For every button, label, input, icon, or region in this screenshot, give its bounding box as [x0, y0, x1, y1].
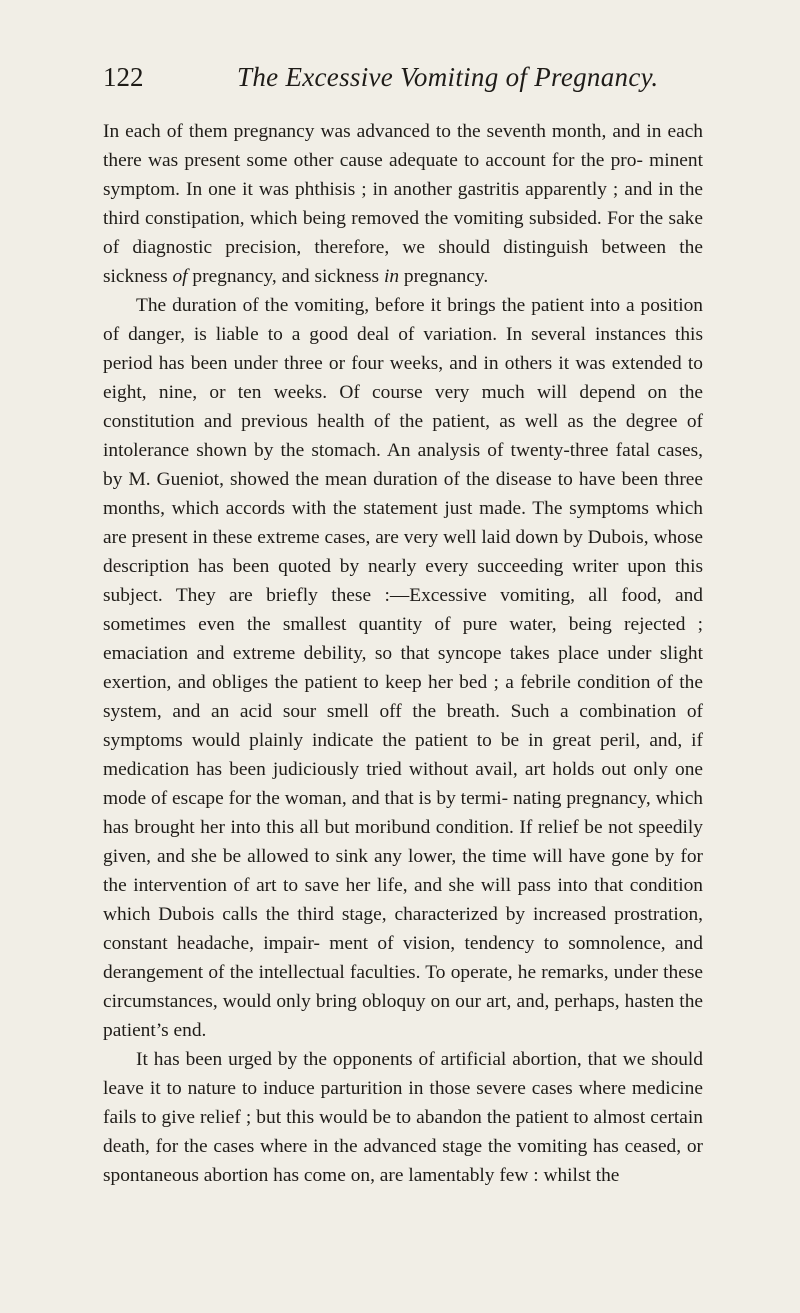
paragraph-2: The duration of the vomiting, before it brings the patient into a position of danger, is liable to a good deal of variation. In several instances this period has been under three or four weeks, and in others it was extended to eight, nine, or ten weeks. Of course very much will depend on the constitution and previous health of the patient, as well as the degree of intolerance shown by the stomach. An analysis of twenty-three fatal cases, by M. Gueniot, showed the mean duration of the disease to have been three months, which accords with the statement just made. The symptoms which are present in these extreme cases, are very well laid down by Dubois, whose description has been quoted by nearly every succeeding writer upon this subject. They are briefly these :—Excessive vomiting, all food, and sometimes even the smallest quantity of pure water, being rejected ; emaciation and extreme debility, so that syncope takes place under slight exertion, and obliges the patient to keep her bed ; a febrile condition of the system, and an acid sour smell off the breath. Such a combination of symptoms would plainly indicate the patient to be in great peril, and, if medication has been judiciously tried without avail, art holds out only one mode of escape for the woman, and that is by termi- nating pregnancy, which has brought her into this all but moribund condition. If relief be not speedily given, and she be allowed to sink any lower, the time will have gone by for the intervention of art to save her life, and she will pass into that condition which Dubois calls the third stage, characterized by increased prostration, constant headache, impair- ment of vision, tendency to somnolence, and derangement of the intellectual faculties. To operate, he remarks, under these circumstances, would only bring obloquy on our art, and, perhaps, hasten the patient’s end.	[103, 295, 703, 1041]
page-number: 122	[103, 62, 144, 92]
paragraph-1: In each of them pregnancy was advanced to the seventh month, and in each there was present some other cause adequate to account for the pro- minent symptom. In one it was phthisis ; in another gastritis apparently ; and in the third constipation, which being removed the vomiting subsided. For the sake of diagnostic precision, therefore, we should distinguish between the sickness of pregnancy, and sickness in pregnancy.	[103, 121, 703, 287]
running-title: The Excessive Vomiting of Pregnancy.	[237, 62, 659, 92]
emphasis-of: of	[172, 266, 188, 287]
body-text	[103, 117, 703, 1190]
emphasis-in: in	[383, 266, 400, 287]
page-header	[103, 62, 663, 102]
paragraph-3: It has been urged by the opponents of artificial abortion, that we should leave it to nature to induce parturition in those severe cases where medicine fails to give relief ; but this would be to abandon the patient to almost certain death, for the cases where in the advanced stage the vomiting has ceased, or spontaneous abortion has come on, are lamentably few : whilst the	[103, 1049, 703, 1186]
